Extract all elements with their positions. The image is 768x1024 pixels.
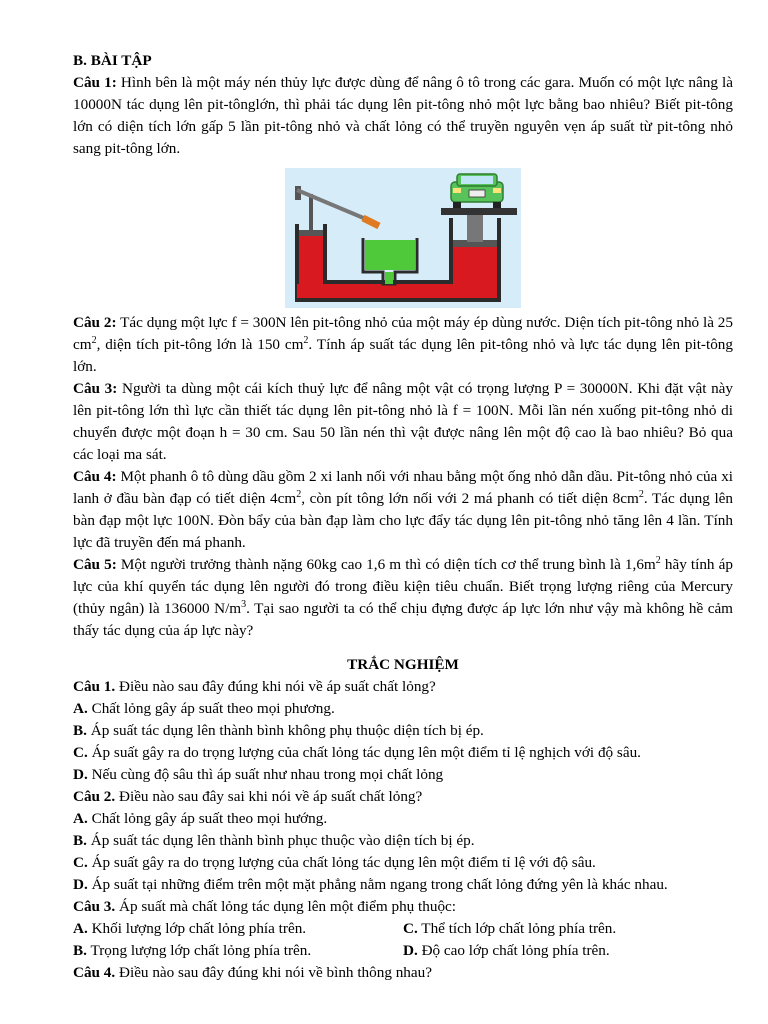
option-label: A. (73, 810, 88, 827)
essay-question-3 (73, 378, 733, 466)
essay-question-1 (73, 72, 733, 160)
mc-option-c (403, 918, 733, 940)
question-label: Câu 1: (73, 74, 117, 91)
option-label: D. (403, 942, 418, 959)
mc-options-row (73, 940, 733, 962)
question-text: . Tác dụng lên bàn đạp một lực 100N. Đòn bẩy của bàn đạp làm cho lực đẩy tác dụng lên pit-tông nhỏ tăng lên 4 lần. Tính lực đã truyền đến má phanh. (73, 490, 734, 551)
mc-option-c (73, 852, 733, 874)
mc-option-a (73, 918, 403, 940)
question-text: hãy tính áp lực của khí quyển tác dụng lên người đó trong điều kiện tiêu chuẩn. Biết trọng lượng riêng của Mercury (thủy ngân) là 136000 N/m (73, 556, 733, 617)
option-label: C. (73, 744, 88, 761)
car-windshield (461, 176, 493, 184)
mc-question-2 (73, 786, 733, 808)
mc-option-b (73, 720, 733, 742)
option-label: A. (73, 700, 88, 717)
option-text: Áp suất tại những điểm trên một mặt phẳng nằm ngang trong chất lỏng đứng yên là khác nhau. (87, 876, 668, 893)
question-stem: Điều nào sau đây sai khi nói về áp suất chất lỏng? (115, 788, 423, 805)
question-text: Người ta dùng một cái kích thuỷ lực để nâng một vật có trọng lượng P = 30000N. Khi đặt vật này lên pit-tông lớn thì lực cần thiết tác dụng lên pit-tông nhỏ là f = 100N. Mỗi lần nén xuống pit-tông nhỏ di chuyển được một đoạn h = 30 cm. Sau 50 lần nén thì vật được nâng lên một độ cao là bao nhiêu? Bỏ qua các loại ma sát. (73, 380, 734, 463)
option-text: Độ cao lớp chất lỏng phía trên. (417, 942, 610, 959)
car-wheel-left (453, 202, 461, 208)
hydraulic-press-illustration (285, 168, 521, 308)
large-cylinder-wall-right (497, 218, 501, 302)
car-headlight-right (493, 188, 501, 193)
option-text: Áp suất tác dụng lên thành bình không phụ thuộc diện tích bị ép. (86, 722, 484, 739)
option-label: D. (73, 766, 88, 783)
question-text: Một người trưởng thành nặng 60kg cao 1,6 m thì có diện tích cơ thể trung bình là 1,6m (120, 556, 656, 573)
option-text: Áp suất gây ra do trọng lượng của chất lỏng tác dụng lên một điểm tỉ lệ nghịch với độ sâu. (87, 744, 641, 761)
essay-question-5 (73, 554, 733, 642)
mc-question-1 (73, 676, 733, 698)
superscript: 2 (91, 334, 97, 346)
document-page (73, 50, 733, 984)
mc-option-d (73, 874, 733, 896)
lift-platform (441, 208, 517, 215)
superscript: 2 (638, 488, 644, 500)
small-cylinder-wall-right (323, 224, 327, 284)
question-label: Câu 2. (73, 788, 116, 805)
hydraulic-press-figure (285, 168, 521, 308)
mc-option-d (73, 764, 733, 786)
car-wheel-right (493, 202, 501, 208)
superscript: 2 (303, 334, 309, 346)
question-label: Câu 4. (73, 964, 116, 981)
option-label: D. (73, 876, 88, 893)
mc-options-row (73, 918, 733, 940)
question-stem: Điều nào sau đây đúng khi nói về bình thông nhau? (115, 964, 432, 981)
mc-option-b (73, 940, 403, 962)
option-label: A. (73, 920, 88, 937)
mc-option-a (73, 698, 733, 720)
essay-question-4 (73, 466, 733, 554)
large-cylinder-liquid (453, 246, 497, 286)
mc-question-4 (73, 962, 733, 984)
mc-option-c (73, 742, 733, 764)
reservoir-liquid (365, 240, 415, 270)
reservoir-valve (385, 272, 393, 284)
question-text: Tác dụng một lực f = 300N lên pit-tông nhỏ của một máy ép dùng nước. Diện tích pit-tông nhỏ là 25 cm (73, 314, 733, 353)
car-plate (469, 190, 485, 197)
mc-option-b (73, 830, 733, 852)
option-text: Chất lỏng gây áp suất theo mọi phương. (87, 700, 335, 717)
question-text: , còn pít tông lớn nối với 2 má phanh có tiết diện 8cm (301, 490, 639, 507)
mc-question-3 (73, 896, 733, 918)
question-label: Câu 3: (73, 380, 118, 397)
option-label: B. (73, 722, 87, 739)
connecting-pipe-liquid (297, 284, 497, 298)
question-label: Câu 1. (73, 678, 116, 695)
option-label: C. (73, 854, 88, 871)
pipe-bottom-wall (295, 298, 501, 302)
mc-option-d (403, 940, 733, 962)
question-label: Câu 5: (73, 556, 117, 573)
option-text: Chất lỏng gây áp suất theo mọi hướng. (87, 810, 328, 827)
option-text: Nếu cùng độ sâu thì áp suất như nhau trong mọi chất lỏng (87, 766, 444, 783)
option-text: Khối lượng lớp chất lỏng phía trên. (87, 920, 307, 937)
superscript: 3 (241, 598, 247, 610)
option-text: Áp suất gây ra do trọng lượng của chất lỏng tác dụng lên một điểm tỉ lệ với độ sâu. (87, 854, 596, 871)
question-label: Câu 2: (73, 314, 117, 331)
superscript: 2 (655, 554, 661, 566)
option-label: B. (73, 942, 87, 959)
question-stem: Điều nào sau đây đúng khi nói về áp suất chất lỏng? (115, 678, 436, 695)
option-text: Thể tích lớp chất lỏng phía trên. (417, 920, 617, 937)
option-text: Áp suất tác dụng lên thành bình phục thuộc vào diện tích bị ép. (86, 832, 475, 849)
option-label: B. (73, 832, 87, 849)
section-title: B. BÀI TẬP (73, 52, 152, 69)
question-text: Một phanh ô tô dùng dầu gồm 2 xi lanh nối với nhau bằng một ống nhỏ dẫn dầu. Pit-tông nhỏ của xi lanh ở đầu bàn đạp có tiết diện 4cm (73, 468, 734, 507)
question-text: Hình bên là một máy nén thủy lực được dùng để nâng ô tô trong các gara. Muốn có một lực nâng là 10000N tác dụng lên pit-tônglớn, thì phải tác dụng lên pit-tông nhỏ một lực bằng bao nhiêu? Biết pit-tông lớn có diện tích lớn gấp 5 lần pit-tông nhỏ và chất lỏng có thể truyền nguyên vẹn áp suất từ pit-tông nhỏ sang pit-tông lớn. (73, 74, 733, 157)
large-piston-rod (467, 214, 483, 242)
essay-question-2 (73, 312, 733, 378)
option-text: Trọng lượng lớp chất lỏng phía trên. (86, 942, 312, 959)
mc-option-a (73, 808, 733, 830)
superscript: 2 (296, 488, 302, 500)
question-label: Câu 4: (73, 468, 117, 485)
mc-section-title: TRẮC NGHIỆM (347, 656, 459, 673)
question-text: . Tại sao người ta có thể chịu đựng được áp lực lớn như vậy mà không hề cảm thấy tác dụng của áp lực này? (73, 600, 733, 639)
question-text: , diện tích pit-tông lớn là 150 cm (96, 336, 304, 353)
question-label: Câu 3. (73, 898, 116, 915)
car-headlight-left (453, 188, 461, 193)
large-cylinder-wall-left (449, 218, 453, 284)
question-stem: Áp suất mà chất lỏng tác dụng lên một điểm phụ thuộc: (115, 898, 457, 915)
question-text: . Tính áp suất tác dụng lên pit-tông nhỏ và lực tác dụng lên pit-tông lớn. (73, 336, 733, 375)
option-label: C. (403, 920, 418, 937)
small-piston-rod (309, 194, 313, 232)
